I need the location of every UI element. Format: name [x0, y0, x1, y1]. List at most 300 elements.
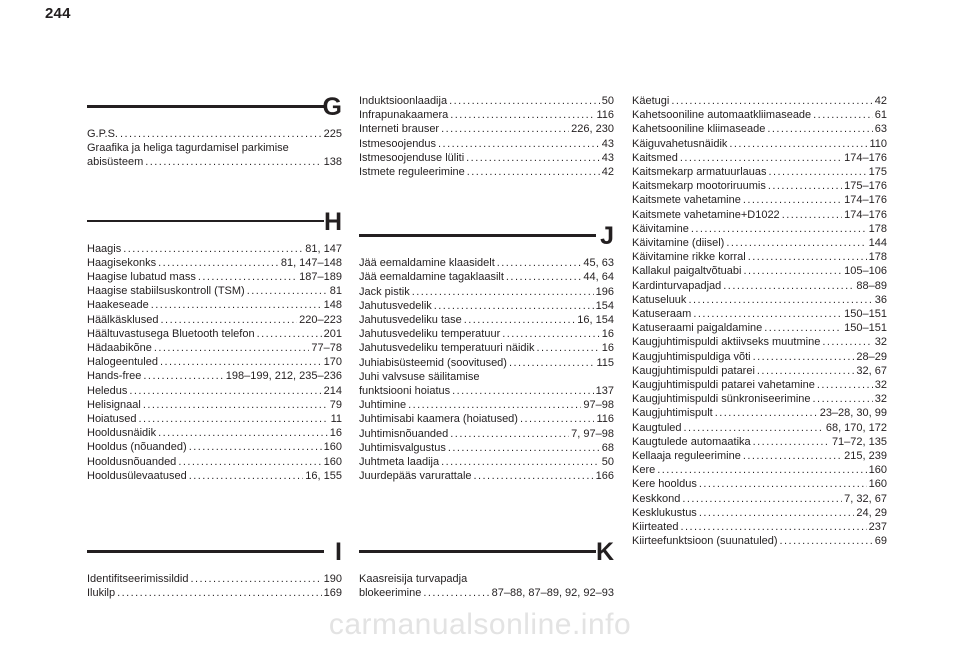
section-letter-h: H: [323, 207, 342, 236]
index-entry: [632, 335, 887, 349]
section-rule: [87, 550, 324, 553]
index-entry-term: Käiguvahetusnäidik: [632, 137, 728, 150]
index-entry: [632, 165, 887, 179]
dot-leader: [813, 108, 873, 122]
index-entry: [632, 421, 887, 435]
dot-leader: [145, 155, 321, 169]
index-entry: [359, 384, 614, 398]
index-entry: [87, 412, 342, 426]
index-entry-term: Juhtimisabi kaamera (hoiatused): [359, 413, 518, 426]
index-entry-pages: 32: [874, 393, 887, 406]
index-entry: [87, 355, 342, 369]
index-entry-term: Haagise lubatud mass: [87, 271, 196, 284]
index-entry: [87, 327, 342, 341]
index-entry-term: Kere: [632, 464, 656, 477]
index-column-1: [87, 95, 342, 483]
dot-leader: [466, 151, 600, 165]
index-entry: [359, 313, 614, 327]
index-entry: [632, 137, 887, 151]
dot-leader: [753, 435, 830, 449]
index-entry-pages: 88–89: [856, 279, 887, 292]
index-entry-term: Jahutusvedelik: [359, 299, 432, 312]
index-entry: [632, 279, 887, 293]
dot-leader: [699, 477, 867, 491]
index-entry: [359, 427, 614, 441]
index-entry-pages: 105–106: [844, 265, 887, 278]
index-entry-pages: 226, 230: [571, 123, 614, 136]
index-entry-pages: 220–223: [299, 313, 342, 326]
index-entry-pages: 169: [323, 587, 342, 600]
dot-leader: [497, 256, 582, 270]
section-i-entries: [87, 572, 342, 600]
section-letter-j: J: [600, 222, 614, 251]
index-entry: [87, 469, 342, 483]
index-entry: [359, 455, 614, 469]
section-i-header: [87, 540, 342, 572]
index-entry-pages: 69: [874, 535, 887, 548]
index-entry-pages: 160: [323, 455, 342, 468]
section-k-header: [359, 540, 614, 572]
index-entry-pages: 61: [874, 109, 887, 122]
index-entry: [632, 122, 887, 136]
index-entry: [632, 364, 887, 378]
dot-leader: [671, 94, 872, 108]
dot-leader: [757, 364, 854, 378]
index-entry-term: Katuseraam: [632, 308, 692, 321]
index-entry-pages: 68, 170, 172: [825, 421, 887, 434]
index-entry-term: abisüsteem: [87, 156, 144, 169]
index-entry: [359, 356, 614, 370]
index-entry-pages: 116: [596, 109, 614, 122]
index-entry-pages: 178: [868, 251, 887, 264]
index-entry: [632, 350, 887, 364]
index-entry-term: blokeerimine: [359, 587, 422, 600]
index-entry-term: Jää eemaldamine tagaklaasilt: [359, 271, 504, 284]
index-entry-pages: 42: [874, 95, 887, 107]
index-entry: [87, 572, 342, 586]
index-entry-pages: 44, 64: [583, 271, 614, 284]
section-h-header: [87, 207, 342, 242]
index-entry-term: Jää eemaldamine klaasidelt: [359, 257, 495, 270]
index-entry-term: Istmesoojendus: [359, 137, 437, 150]
dot-leader: [450, 427, 569, 441]
index-column-1-bottom: [87, 540, 342, 600]
section-k-entries: [359, 572, 614, 600]
dot-leader: [161, 313, 298, 327]
index-entry-term: Kaitsmekarp armatuurlauas: [632, 166, 767, 179]
index-entry-term-line: Graafika ja heliga tagurdamisel parkimise: [87, 142, 289, 155]
index-entry: [632, 449, 887, 463]
index-entry-pages: 175: [868, 166, 887, 179]
index-entry-term: Identifitseerimissildid: [87, 573, 189, 585]
index-entry: [359, 270, 614, 284]
index-entry-term: Kaugtuled: [632, 421, 682, 434]
section-g-entries: [87, 127, 342, 170]
index-entry-term: Jahutusvedeliku tase: [359, 314, 462, 327]
index-entry: [359, 256, 614, 270]
dot-leader: [450, 108, 594, 122]
dot-leader: [423, 586, 489, 600]
index-entry: [359, 122, 614, 136]
index-entry: [632, 236, 887, 250]
index-entry-term: Kellaaja reguleerimine: [632, 450, 741, 463]
dot-leader: [767, 122, 872, 136]
index-entry-pages: 154: [595, 299, 614, 312]
dot-leader: [693, 307, 842, 321]
index-entry-pages: 87–88, 87–89, 92, 92–93: [491, 587, 614, 600]
index-entry-term: Interneti brauser: [359, 123, 440, 136]
index-entry-term: Hooldusnäidik: [87, 427, 157, 440]
index-entry: [632, 179, 887, 193]
index-entry-term: Jahutusvedeliku temperatuur: [359, 328, 501, 341]
index-entry: [632, 477, 887, 491]
index-entry-term: Kahetsooniline kliimaseade: [632, 123, 766, 136]
index-entry: [359, 299, 614, 313]
dot-leader: [123, 242, 303, 256]
dot-leader: [441, 122, 569, 136]
index-entry-pages: 174–176: [844, 194, 887, 207]
index-entry: [87, 384, 342, 398]
index-entry: [359, 285, 614, 299]
page-number: 244: [45, 5, 71, 22]
dot-leader: [813, 392, 873, 406]
index-entry-term: Hooldus (nõuanded): [87, 441, 187, 454]
index-entry-term: Hooldusnõuanded: [87, 455, 177, 468]
dot-leader: [520, 412, 594, 426]
dot-leader: [448, 441, 600, 455]
dot-leader: [726, 236, 866, 250]
dot-leader: [441, 455, 600, 469]
index-entry-term-line: Kaasreisija turvapadja: [359, 573, 468, 585]
index-entry-pages: 16: [329, 427, 342, 440]
index-entry-term: Jahutusvedeliku temperatuuri näidik: [359, 342, 535, 355]
index-entry-term: Jack pistik: [359, 285, 410, 298]
index-entry-pages: 150–151: [844, 322, 887, 335]
dot-leader: [467, 165, 600, 179]
dot-leader: [748, 250, 867, 264]
index-entry: [359, 108, 614, 122]
index-entry-term: Keskkond: [632, 492, 681, 505]
index-entry-pages: 32: [874, 336, 887, 349]
section-rule: [87, 220, 324, 223]
index-entry-pages: 166: [595, 470, 614, 483]
index-entry-pages: 178: [868, 222, 887, 235]
index-entry-pages: 215, 239: [844, 450, 887, 463]
index-entry-term: Juhtimisnõuanded: [359, 427, 449, 440]
dot-leader: [189, 440, 322, 454]
section-rule: [359, 234, 596, 237]
index-entry-term: funktsiooni hoiatus: [359, 385, 451, 398]
dot-leader: [412, 285, 594, 299]
dot-leader: [780, 534, 873, 548]
dot-leader: [449, 94, 600, 108]
index-entry: [359, 94, 614, 108]
index-entry: [87, 455, 342, 469]
dot-leader: [743, 449, 842, 463]
index-entry-term: Ilukilp: [87, 587, 116, 600]
index-entry: [632, 94, 887, 108]
dot-leader: [753, 350, 855, 364]
dot-leader: [684, 421, 824, 435]
index-entry: [632, 321, 887, 335]
index-entry-pages: 50: [601, 95, 614, 107]
index-entry-pages: 24, 29: [856, 506, 887, 519]
watermark: carmanualsonline.info: [328, 608, 632, 641]
index-entry: [87, 426, 342, 440]
index-column-2: [359, 95, 614, 483]
index-entry: [87, 341, 342, 355]
dot-leader: [688, 293, 872, 307]
dot-leader: [408, 398, 581, 412]
dot-leader: [143, 398, 328, 412]
dot-leader: [691, 222, 867, 236]
index-entry-term: Kallakul paigaltvõtuabi: [632, 265, 742, 278]
index-entry: [632, 307, 887, 321]
index-entry-term: Induktsioonlaadija: [359, 95, 448, 107]
index-entry: [632, 151, 887, 165]
index-entry-term: Kaitsmekarp mootoriruumis: [632, 180, 766, 193]
index-entry-term: Kaugjuhtimispuldi sünkroniseerimine: [632, 393, 811, 406]
index-entry-pages: 160: [868, 464, 887, 477]
index-entry-term: Hands-free: [87, 370, 142, 383]
index-entry-pages: 16, 155: [305, 469, 342, 482]
index-entry-term: Kesklukustus: [632, 506, 697, 519]
index-entry-pages: 214: [323, 384, 342, 397]
dot-leader: [537, 341, 600, 355]
index-entry-pages: 81: [329, 285, 342, 298]
index-entry-pages: 144: [868, 237, 887, 250]
index-entry-term: Istmesoojenduse lüliti: [359, 151, 465, 164]
dot-leader: [120, 127, 322, 141]
index-entry-term: Juhtmeta laadija: [359, 456, 440, 469]
index-entry: [632, 534, 887, 548]
index-entry-term: Kiirteefunktsioon (suunatuled): [632, 535, 778, 548]
index-entry-term: Häältuvastusega Bluetooth telefon: [87, 327, 255, 340]
index-entry-term: Hoiatused: [87, 413, 137, 426]
index-entry-term: Haagis: [87, 242, 122, 255]
dot-leader: [158, 426, 328, 440]
index-entry: [359, 398, 614, 412]
dot-leader: [769, 165, 867, 179]
index-entry-pages: 7, 32, 67: [844, 492, 887, 505]
section-h-entries: [87, 242, 342, 483]
index-entry-term-line: Juhi valvsuse säilitamise: [359, 370, 480, 383]
index-entry-pages: 160: [868, 478, 887, 491]
index-entry-term: Haakeseade: [87, 299, 149, 312]
index-column-3: [632, 95, 887, 549]
index-entry: [632, 520, 887, 534]
index-entry: [359, 586, 614, 600]
dot-leader: [782, 208, 842, 222]
index-entry-term: Halogeentuled: [87, 356, 158, 369]
index-entry-pages: 116: [596, 413, 614, 426]
dot-leader: [190, 572, 321, 586]
dot-leader: [764, 321, 842, 335]
index-entry-pages: 32, 67: [856, 364, 887, 377]
index-entry-term: Kaugjuhtimispuldi patarei vahetamine: [632, 379, 815, 392]
dot-leader: [699, 506, 855, 520]
index-entry-pages: 225: [323, 128, 342, 140]
index-entry: [632, 250, 887, 264]
section-k-continued-entries: [632, 94, 887, 549]
dot-leader: [768, 179, 842, 193]
dot-leader: [657, 463, 866, 477]
index-entry: [87, 313, 342, 327]
dot-leader: [154, 341, 310, 355]
dot-leader: [817, 378, 873, 392]
dot-leader: [729, 137, 867, 151]
index-entry: [632, 378, 887, 392]
index-entry: [632, 208, 887, 222]
index-entry-term: Haagise stabiilsuskontroll (TSM): [87, 285, 245, 298]
index-entry-pages: 81, 147: [305, 242, 342, 255]
index-entry: [632, 108, 887, 122]
index-entry-term: Käetugi: [632, 95, 670, 107]
index-entry-pages: 36: [874, 293, 887, 306]
index-entry: [87, 398, 342, 412]
index-entry: [87, 440, 342, 454]
index-entry: [87, 256, 342, 270]
index-entry-term: Kaitsmed: [632, 151, 678, 164]
index-entry-pages: 237: [868, 521, 887, 534]
index-entry-term: Kaugjuhtimispult: [632, 407, 713, 420]
index-entry: [359, 341, 614, 355]
index-entry-term: Katuseluuk: [632, 293, 687, 306]
dot-leader: [178, 455, 321, 469]
dot-leader: [438, 137, 600, 151]
index-entry: [359, 165, 614, 179]
index-entry-term: Heledus: [87, 384, 128, 397]
index-entry-term: Kardinturvapadjad: [632, 279, 722, 292]
index-entry-pages: 77–78: [311, 342, 342, 355]
index-entry: [359, 412, 614, 426]
index-entry-pages: 148: [323, 299, 342, 312]
dot-leader: [822, 335, 872, 349]
index-entry-pages: 198–199, 212, 235–236: [225, 370, 342, 383]
index-entry-term: Helisignaal: [87, 398, 141, 411]
dot-leader: [247, 284, 328, 298]
index-entry-pages: 175–176: [844, 180, 887, 193]
section-letter-i: I: [335, 538, 342, 566]
index-entry-pages: 170: [323, 356, 342, 369]
index-entry-pages: 28–29: [856, 350, 887, 363]
index-entry-pages: 32: [874, 379, 887, 392]
index-entry-pages: 110: [869, 137, 887, 150]
index-entry-term: Kere hooldus: [632, 478, 697, 491]
index-entry-pages: 16: [601, 328, 614, 341]
index-column-2-bottom: [359, 540, 614, 600]
index-entry-term: Haagisekonks: [87, 256, 157, 269]
index-entry: [632, 406, 887, 420]
index-entry-term: G.P.S.: [87, 128, 118, 140]
dot-leader: [723, 279, 854, 293]
index-entry-term: Katuseraami paigaldamine: [632, 322, 763, 335]
dot-leader: [143, 369, 223, 383]
dot-leader: [160, 355, 322, 369]
index-entry-pages: 138: [323, 156, 342, 169]
section-j-entries: [359, 256, 614, 483]
index-entry-pages: 42: [601, 166, 614, 179]
section-letter-g: G: [322, 93, 342, 121]
section-i-continued-entries: [359, 94, 614, 179]
index-entry-term: Kiirteated: [632, 521, 679, 534]
index-entry-pages: 11: [330, 413, 342, 426]
section-g-header: [87, 95, 342, 127]
dot-leader: [198, 270, 297, 284]
index-entry: [87, 284, 342, 298]
dot-leader: [680, 151, 842, 165]
dot-leader: [434, 299, 594, 313]
dot-leader: [743, 264, 842, 278]
index-entry-term: Hooldusülevaatused: [87, 469, 187, 482]
index-entry: [632, 392, 887, 406]
index-entry: [87, 127, 342, 141]
index-entry-pages: 201: [323, 327, 342, 340]
index-entry-term: Kaitsmete vahetamine+D1022: [632, 208, 780, 221]
index-entry-pages: 71–72, 135: [831, 435, 887, 448]
dot-leader: [474, 469, 594, 483]
dot-leader: [257, 327, 322, 341]
index-entry: [87, 270, 342, 284]
index-entry-pages: 68: [601, 441, 614, 454]
index-entry: [632, 463, 887, 477]
dot-leader: [506, 270, 581, 284]
index-entry-pages: 50: [601, 456, 614, 469]
section-j-header: [359, 224, 614, 256]
index-entry-pages: 43: [601, 137, 614, 150]
index-entry: [87, 155, 342, 169]
dot-leader: [715, 406, 818, 420]
dot-leader: [117, 586, 322, 600]
index-entry: [87, 298, 342, 312]
index-entry-pages: 23–28, 30, 99: [819, 407, 887, 420]
index-entry: [359, 469, 614, 483]
dot-leader: [680, 520, 866, 534]
dot-leader: [682, 492, 842, 506]
index-entry-pages: 174–176: [844, 151, 887, 164]
dot-leader: [452, 384, 594, 398]
index-entry-pages: 174–176: [844, 208, 887, 221]
index-entry-pages: 160: [323, 441, 342, 454]
index-entry-term: Kaitsmete vahetamine: [632, 194, 741, 207]
index-entry-term: Käivitamine: [632, 222, 689, 235]
index-entry-pages: 7, 97–98: [571, 427, 614, 440]
index-entry: [359, 327, 614, 341]
index-entry-pages: 81, 147–148: [280, 256, 342, 269]
dot-leader: [509, 356, 594, 370]
index-entry: [632, 264, 887, 278]
index-entry: [632, 506, 887, 520]
section-rule: [87, 105, 324, 108]
index-entry-term: Juhtimisvalgustus: [359, 441, 446, 454]
index-entry: [359, 441, 614, 455]
index-entry: [632, 193, 887, 207]
index-entry-term: Kaugjuhtimispuldi patarei: [632, 364, 755, 377]
index-entry-pages: 45, 63: [583, 257, 614, 270]
index-entry-term: Kaugjuhtimispuldiga võti: [632, 350, 751, 363]
index-entry: [359, 151, 614, 165]
index-entry: [632, 222, 887, 236]
index-entry-term: Käivitamine rikke korral: [632, 251, 746, 264]
index-entry: [359, 137, 614, 151]
index-entry-term: Hädaabikõne: [87, 342, 152, 355]
dot-leader: [743, 193, 842, 207]
index-entry: [632, 492, 887, 506]
index-entry-pages: 97–98: [583, 399, 614, 412]
index-entry-term: Juhiabisüsteemid (soovitused): [359, 356, 507, 369]
index-entry: [632, 435, 887, 449]
index-entry-pages: 115: [596, 356, 614, 369]
